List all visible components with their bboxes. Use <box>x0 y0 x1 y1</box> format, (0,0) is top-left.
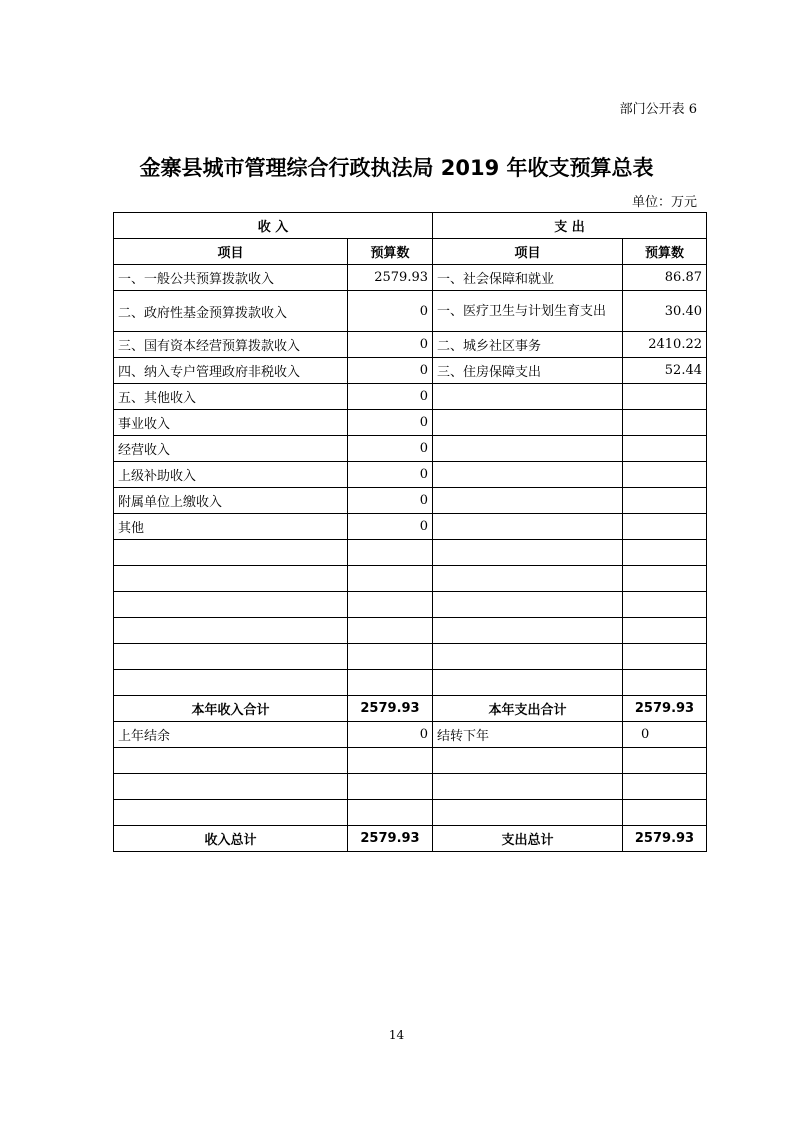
expense-budget-header: 预算数 <box>623 239 707 265</box>
expense-value <box>623 436 707 462</box>
income-item: 其他 <box>114 514 348 540</box>
empty-row <box>114 592 707 618</box>
expense-value <box>623 488 707 514</box>
income-item: 一、一般公共预算拨款收入 <box>114 265 348 291</box>
expense-item <box>433 488 623 514</box>
income-item: 三、国有资本经营预算拨款收入 <box>114 332 348 358</box>
table-row <box>114 436 707 462</box>
empty-row <box>114 800 707 826</box>
income-item: 四、纳入专户管理政府非税收入 <box>114 358 348 384</box>
income-value: 0 <box>348 332 433 358</box>
expense-item <box>433 462 623 488</box>
expense-item: 三、住房保障支出 <box>433 358 623 384</box>
table-row <box>114 462 707 488</box>
income-budget-header: 预算数 <box>348 239 433 265</box>
income-value: 0 <box>348 410 433 436</box>
expense-item: 一、医疗卫生与计划生育支出 <box>433 291 623 332</box>
empty-row <box>114 566 707 592</box>
empty-row <box>114 670 707 696</box>
expense-item: 二、城乡社区事务 <box>433 332 623 358</box>
expense-value <box>623 410 707 436</box>
year-expense-total-label: 本年支出合计 <box>433 696 623 722</box>
income-value: 0 <box>348 291 433 332</box>
table-row <box>114 358 707 384</box>
empty-row <box>114 644 707 670</box>
expense-value: 86.87 <box>623 265 707 291</box>
expense-total: 2579.93 <box>623 826 707 852</box>
table-row <box>114 488 707 514</box>
income-header: 收 入 <box>114 213 433 239</box>
unit-label: 单位：万元 <box>631 195 697 210</box>
carry-forward-label: 结转下年 <box>433 722 623 748</box>
carry-forward: 0 <box>623 722 707 748</box>
expense-value <box>623 462 707 488</box>
empty-row <box>114 618 707 644</box>
income-value: 0 <box>348 488 433 514</box>
empty-row <box>114 774 707 800</box>
expense-value <box>623 384 707 410</box>
income-item-header: 项目 <box>114 239 348 265</box>
income-item: 附属单位上缴收入 <box>114 488 348 514</box>
income-item: 上级补助收入 <box>114 462 348 488</box>
table-row <box>114 410 707 436</box>
year-income-total: 2579.93 <box>348 696 433 722</box>
year-total-row <box>114 696 707 722</box>
expense-item-header: 项目 <box>433 239 623 265</box>
year-expense-total: 2579.93 <box>623 696 707 722</box>
table-row <box>114 332 707 358</box>
table-row <box>114 291 707 332</box>
income-item: 五、其他收入 <box>114 384 348 410</box>
section-header-row <box>114 213 707 239</box>
page-number: 14 <box>388 1028 405 1042</box>
expense-item <box>433 384 623 410</box>
income-value: 0 <box>348 436 433 462</box>
expense-header: 支 出 <box>433 213 707 239</box>
prev-balance: 0 <box>348 722 433 748</box>
expense-item: 一、社会保障和就业 <box>433 265 623 291</box>
expense-item <box>433 410 623 436</box>
income-item: 二、政府性基金预算拨款收入 <box>114 291 348 332</box>
expense-item <box>433 436 623 462</box>
page-title: 金寨县城市管理综合行政执法局 2019 年收支预算总表 <box>139 156 654 180</box>
income-item: 事业收入 <box>114 410 348 436</box>
expense-value: 52.44 <box>623 358 707 384</box>
table-row <box>114 514 707 540</box>
expense-total-label: 支出总计 <box>433 826 623 852</box>
column-header-row <box>114 239 707 265</box>
income-value: 0 <box>348 384 433 410</box>
empty-row <box>114 540 707 566</box>
prev-balance-label: 上年结余 <box>114 722 348 748</box>
income-item: 经营收入 <box>114 436 348 462</box>
income-total: 2579.93 <box>348 826 433 852</box>
table-row <box>114 384 707 410</box>
income-total-label: 收入总计 <box>114 826 348 852</box>
grand-total-row <box>114 826 707 852</box>
income-value: 0 <box>348 358 433 384</box>
income-value: 2579.93 <box>348 265 433 291</box>
year-income-total-label: 本年收入合计 <box>114 696 348 722</box>
budget-table <box>113 212 707 852</box>
expense-value <box>623 514 707 540</box>
expense-value: 30.40 <box>623 291 707 332</box>
income-value: 0 <box>348 514 433 540</box>
expense-item <box>433 514 623 540</box>
expense-value: 2410.22 <box>623 332 707 358</box>
balance-row <box>114 722 707 748</box>
table-row <box>114 265 707 291</box>
empty-row <box>114 748 707 774</box>
income-value: 0 <box>348 462 433 488</box>
table-tag: 部门公开表 6 <box>619 102 697 117</box>
